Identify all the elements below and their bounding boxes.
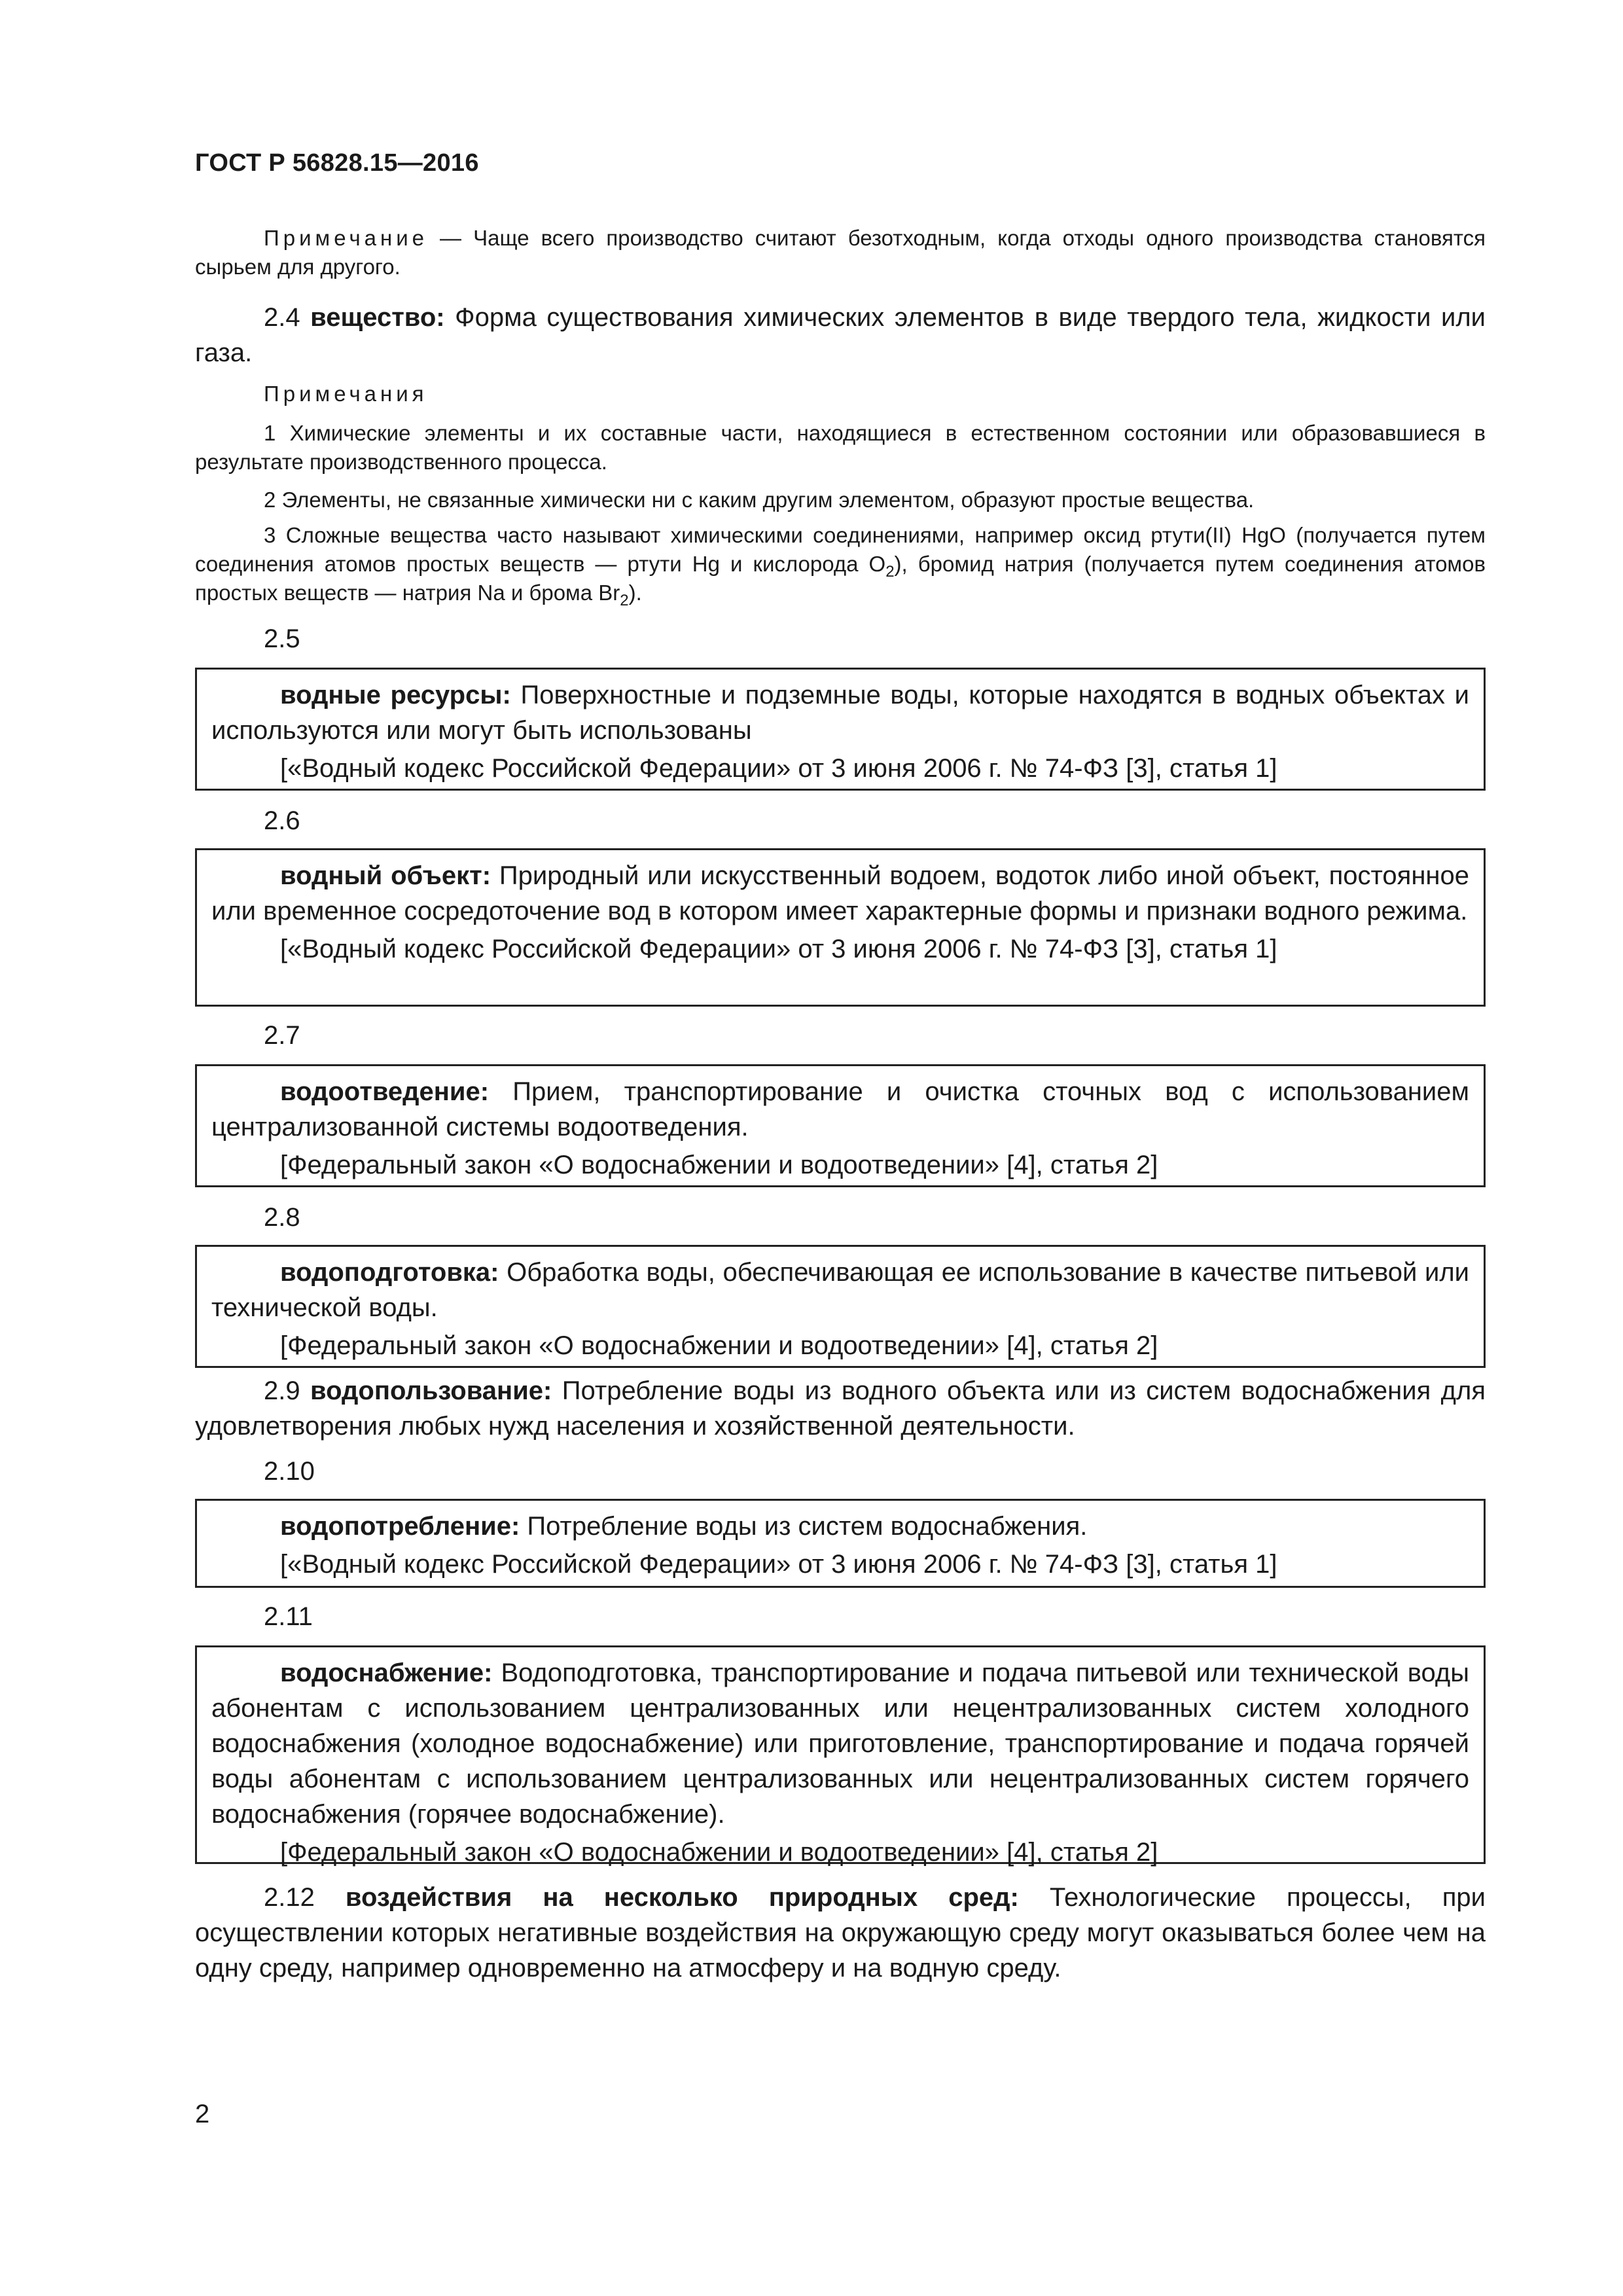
note-3-part-b: ), бромид натрия (получается путем соединения атомов простых веществ — натрия Na и брома Br <box>195 552 1486 605</box>
term-text: Поверхностные и подземные воды, которые находятся в водных объектах и используются или могут быть использованы <box>211 681 1469 745</box>
note-3 <box>195 521 1486 607</box>
term-definition: Технологические процессы, при осуществлении которых негативные воздействия на окружающую среду могут оказываться более чем на одну среду, например одновременно на атмосферу и на водную среду. <box>195 1883 1486 1982</box>
term-definition <box>211 858 1469 929</box>
term-2-4 <box>195 300 1486 370</box>
note-text: — Чаще всего производство считают безотходным, когда отходы одного производства становятся сырьем для другого. <box>195 226 1486 279</box>
term-definition <box>211 1655 1469 1832</box>
term-box-2-11 <box>195 1645 1486 1867</box>
term-source: [Федеральный закон «О водоснабжении и водоотведении» [4], статья 2] <box>280 1331 1158 1360</box>
term-title: водоподготовка: <box>280 1258 499 1287</box>
term-definition: Форма существования химических элементов в виде твердого тела, жидкости или газа. <box>195 303 1486 367</box>
term-title: водоснабжение: <box>280 1659 493 1687</box>
term-definition <box>211 1074 1469 1145</box>
term-source: [«Водный кодекс Российской Федерации» от 3 июня 2006 г. № 74-ФЗ [3], статья 1] <box>280 754 1277 783</box>
term-title: воздействия на несколько природных сред: <box>345 1883 1019 1912</box>
term-definition: Потребление воды из водного объекта или из систем водоснабжения для удовлетворения любых нужд населения и хозяйственной деятельности. <box>195 1376 1486 1441</box>
term-number: 2.9 <box>264 1376 311 1405</box>
term-box-2-10 <box>195 1499 1486 1588</box>
term-number: 2.4 <box>264 303 311 332</box>
term-text: Обработка воды, обеспечивающая ее использование в качестве питьевой или технической воды. <box>211 1258 1469 1322</box>
term-text: Природный или искусственный водоем, водоток либо иной объект, постоянное или временное сосредоточение вод в котором имеет характерные формы и признаки водного режима. <box>211 861 1469 925</box>
term-number: 2.11 <box>264 1602 313 1631</box>
term-2-12 <box>195 1880 1486 1986</box>
term-text: Водоподготовка, транспортирование и подача питьевой или технической воды абонентам с использованием централизованных или нецентрализованных систем холодного водоснабжения (холодное водоснабжение) или приготовление, транспортирование и подача горячей воды абонентам с использованием централизованных или нецентрализованных систем горячего водоснабжения (горячее водоснабжение). <box>211 1659 1469 1829</box>
term-source: [«Водный кодекс Российской Федерации» от 3 июня 2006 г. № 74-ФЗ [3], статья 1] <box>280 935 1277 963</box>
note-3-part-a: 3 Сложные вещества часто называют химическими соединениями, например оксид ртути(II) HgO (получается путем соединения атомов простых веществ — ртути Hg и кислорода O <box>195 523 1486 576</box>
document-header: ГОСТ Р 56828.15—2016 <box>195 149 479 177</box>
term-number: 2.12 <box>264 1883 346 1912</box>
term-definition <box>211 1255 1469 1325</box>
note-waste-free <box>195 224 1486 281</box>
term-definition <box>211 677 1469 748</box>
notes-label: Примечания <box>264 382 428 406</box>
term-text: Потребление воды из систем водоснабжения. <box>520 1512 1088 1541</box>
subscript: 2 <box>885 563 895 581</box>
term-text: Прием, транспортирование и очистка сточных вод с использованием централизованной системы водоотведения. <box>211 1077 1469 1141</box>
term-title: водные ресурсы: <box>280 681 511 709</box>
term-title: водопотребление: <box>280 1512 520 1541</box>
term-number: 2.7 <box>264 1021 300 1050</box>
term-source: [«Водный кодекс Российской Федерации» от 3 июня 2006 г. № 74-ФЗ [3], статья 1] <box>280 1550 1277 1579</box>
term-box-2-7 <box>195 1064 1486 1187</box>
term-title: водопользование: <box>310 1376 552 1405</box>
term-number: 2.6 <box>264 806 300 835</box>
note-label: Примечание <box>264 226 429 250</box>
term-box-2-6 <box>195 848 1486 1007</box>
term-box-2-8 <box>195 1245 1486 1368</box>
term-number: 2.8 <box>264 1203 300 1232</box>
term-source: [Федеральный закон «О водоснабжении и водоотведении» [4], статья 2] <box>280 1838 1158 1867</box>
subscript: 2 <box>620 592 629 609</box>
term-source: [Федеральный закон «О водоснабжении и водоотведении» [4], статья 2] <box>280 1151 1158 1179</box>
term-title: водный объект: <box>280 861 491 890</box>
term-number: 2.10 <box>264 1457 315 1486</box>
term-number: 2.5 <box>264 624 300 653</box>
term-definition <box>211 1509 1469 1544</box>
term-2-9 <box>195 1373 1486 1444</box>
note-2: 2 Элементы, не связанные химически ни с каким другим элементом, образуют простые вещества. <box>264 488 1255 512</box>
term-title: водоотведение: <box>280 1077 490 1106</box>
page-number: 2 <box>195 2100 210 2128</box>
note-3-part-c: ). <box>628 581 642 605</box>
term-title: вещество: <box>310 303 445 332</box>
term-box-2-5 <box>195 668 1486 791</box>
note-1: 1 Химические элементы и их составные части, находящиеся в естественном состоянии или образовавшиеся в результате производственного процесса. <box>195 421 1486 474</box>
